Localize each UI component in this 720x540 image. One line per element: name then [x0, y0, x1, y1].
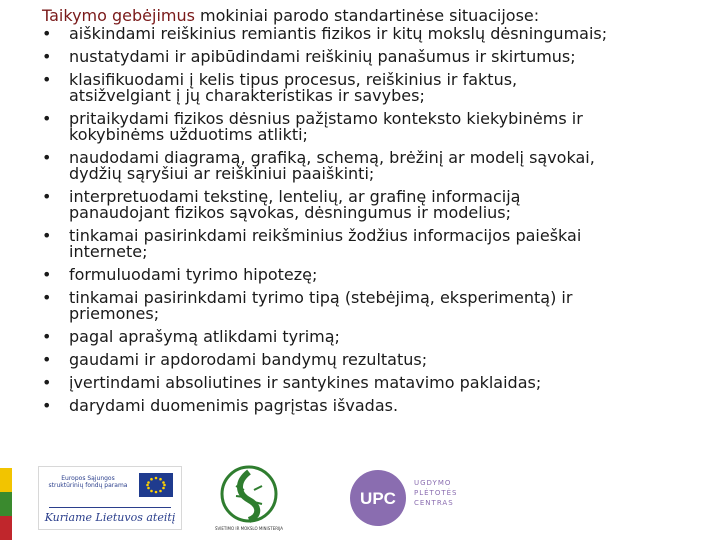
slide-heading — [42, 6, 539, 26]
upc-circle-icon — [348, 468, 408, 528]
list-item-text: interpretuodami tekstinę, lentelių, ar grafinę informaciją — [69, 187, 521, 206]
ministry-caption: ŠVIETIMO IR MOKSLO MINISTERIJA — [214, 526, 284, 531]
bullet-icon: • — [42, 70, 52, 89]
list-item-text: naudodami diagramą, grafiką, schemą, brėžinį ar modelį sąvokai, — [69, 148, 595, 167]
list-item-text: atsižvelgiant į jų charakteristikas ir savybes; — [69, 86, 425, 105]
stripe-yellow — [0, 468, 12, 492]
stripe-red — [0, 516, 12, 540]
bullet-icon: • — [42, 288, 52, 307]
list-item-text: internete; — [69, 242, 148, 261]
eu-funds-logo — [38, 466, 182, 530]
bullet-icon: • — [42, 265, 52, 284]
bullet-icon: • — [42, 350, 52, 369]
list-item-text: tinkamai pasirinkdami tyrimo tipą (stebėjimą, eksperimentą) ir — [69, 288, 573, 307]
eu-flag-icon — [139, 473, 173, 497]
upc-line-2: PLĖTOTĖS — [414, 489, 458, 497]
bullet-icon: • — [42, 373, 52, 392]
eu-logo-divider — [49, 507, 171, 508]
list-item — [42, 228, 712, 260]
bullet-icon: • — [42, 226, 52, 245]
list-item-text: aiškindami reiškinius remiantis fizikos ir kitų mokslų dėsningumais; — [69, 24, 608, 43]
bullet-icon: • — [42, 109, 52, 128]
list-item — [42, 72, 712, 104]
list-item — [42, 329, 712, 345]
heading-rest: mokiniai parodo standartinėse situacijose: — [194, 6, 540, 25]
bullet-icon: • — [42, 47, 52, 66]
list-item-text: klasifikuodami į kelis tipus procesus, reiškinius ir faktus, — [69, 70, 518, 89]
list-item — [42, 267, 712, 283]
list-item-text: priemones; — [69, 304, 160, 323]
list-item — [42, 26, 712, 42]
bullet-list — [42, 26, 712, 421]
upc-logo — [348, 468, 478, 528]
upc-line-1: UGDYMO — [414, 479, 452, 487]
list-item-text: darydami duomenimis pagrįstas išvadas. — [69, 396, 399, 415]
bullet-icon: • — [42, 396, 52, 415]
eu-logo-slogan: Kuriame Lietuvos ateitį — [44, 511, 176, 524]
list-item-text: nustatydami ir apibūdindami reiškinių panašumus ir skirtumus; — [69, 47, 576, 66]
footer-logos — [30, 462, 710, 538]
upc-text — [414, 478, 457, 508]
list-item-text: pagal aprašymą atlikdami tyrimą; — [69, 327, 340, 346]
list-item-text: kokybinėms užduotims atlikti; — [69, 125, 308, 144]
lithuanian-flag-stripe — [0, 468, 12, 540]
list-item — [42, 290, 712, 322]
upc-letters: UPC — [360, 489, 396, 508]
list-item — [42, 189, 712, 221]
list-item-text: formuluodami tyrimo hipotezę; — [69, 265, 318, 284]
list-item-text: dydžių sąryšiui ar reiškiniui paaiškinti; — [69, 164, 375, 183]
list-item — [42, 49, 712, 65]
list-item-text: panaudojant fizikos sąvokas, dėsningumus ir modelius; — [69, 203, 512, 222]
list-item-text: gaudami ir apdorodami bandymų rezultatus; — [69, 350, 428, 369]
list-item — [42, 150, 712, 182]
eu-stars-icon — [139, 473, 173, 497]
list-item-text: įvertindami absoliutines ir santykines matavimo paklaidas; — [69, 373, 542, 392]
eu-funds-small-text: Europos Sąjungos struktūrinių fondų parama — [48, 475, 128, 489]
bullet-icon: • — [42, 24, 52, 43]
list-item — [42, 398, 712, 414]
list-item — [42, 352, 712, 368]
list-item — [42, 111, 712, 143]
bullet-icon: • — [42, 327, 52, 346]
heading-highlight: Taikymo gebėjimus — [42, 6, 195, 25]
upc-line-3: CENTRAS — [414, 499, 454, 507]
list-item — [42, 375, 712, 391]
ministry-logo — [206, 464, 292, 534]
bullet-icon: • — [42, 187, 52, 206]
list-item-text: tinkamai pasirinkdami reikšminius žodžius informacijos paieškai — [69, 226, 582, 245]
sodas-emblem-icon — [206, 464, 292, 524]
list-item-text: pritaikydami fizikos dėsnius pažįstamo konteksto kiekybinėms ir — [69, 109, 583, 128]
bullet-icon: • — [42, 148, 52, 167]
stripe-green — [0, 492, 12, 516]
